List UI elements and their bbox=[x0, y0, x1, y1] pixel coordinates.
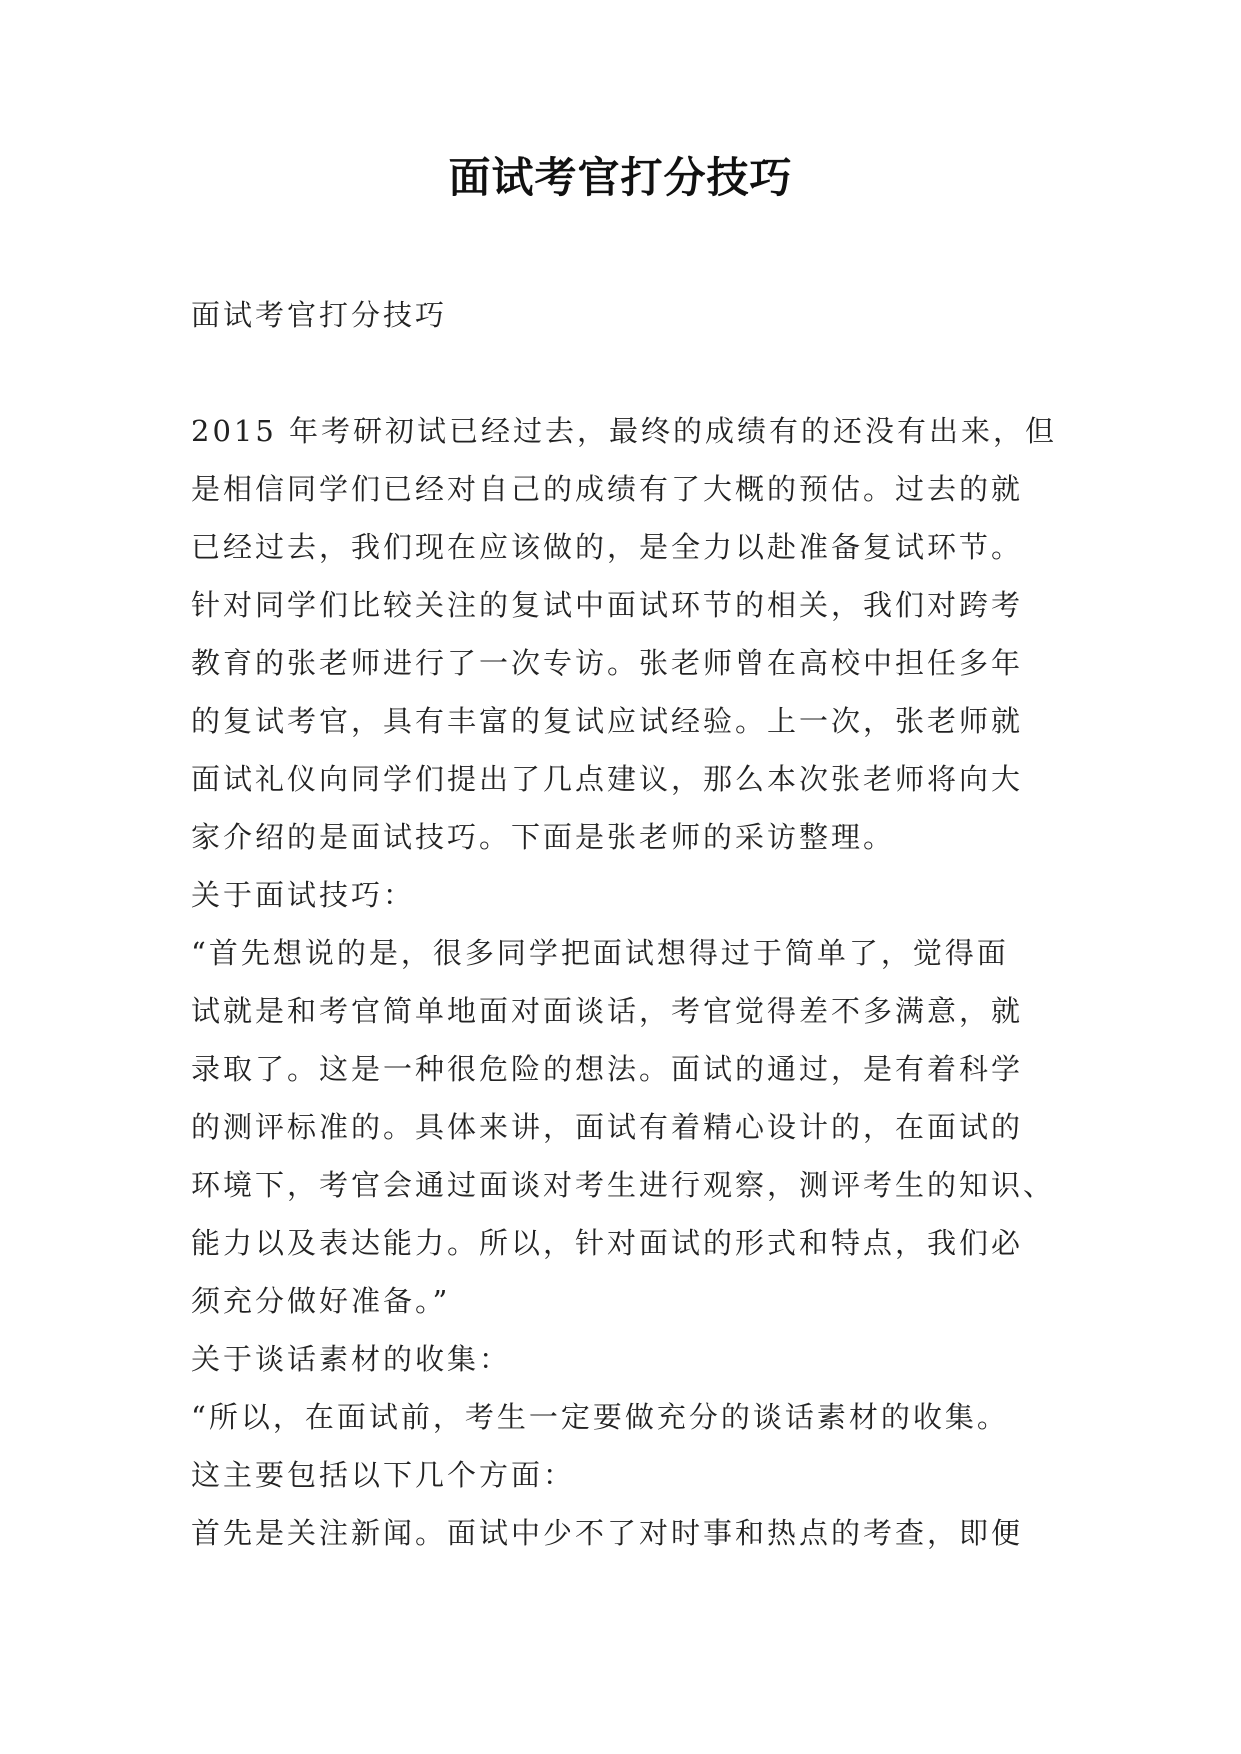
text-line: 能力以及表达能力。所以，针对面试的形式和特点，我们必 bbox=[191, 1226, 1024, 1260]
text-line: 2015 年考研初试已经过去，最终的成绩有的还没有出来，但 bbox=[191, 414, 1058, 448]
text-line: “所以，在面试前，考生一定要做充分的谈话素材的收集。 bbox=[191, 1400, 1009, 1434]
text-line: 家介绍的是面试技巧。下面是张老师的采访整理。 bbox=[191, 820, 896, 854]
text-line: 针对同学们比较关注的复试中面试环节的相关，我们对跨考 bbox=[191, 588, 1024, 622]
text-line: 试就是和考官简单地面对面谈话，考官觉得差不多满意，就 bbox=[191, 994, 1024, 1028]
text-line: 环境下，考官会通过面谈对考生进行观察，测评考生的知识、 bbox=[191, 1168, 1056, 1202]
text-line: 关于谈话素材的收集： bbox=[191, 1342, 512, 1376]
section-heading: 面试考官打分技巧 bbox=[191, 298, 448, 332]
text-line: 关于面试技巧： bbox=[191, 878, 416, 912]
text-line: 须充分做好准备。” bbox=[191, 1284, 451, 1318]
text-line: 录取了。这是一种很危险的想法。面试的通过，是有着科学 bbox=[191, 1052, 1024, 1086]
text-line: 这主要包括以下几个方面： bbox=[191, 1458, 576, 1492]
text-line: 的测评标准的。具体来讲，面试有着精心设计的，在面试的 bbox=[191, 1110, 1024, 1144]
text-line: 教育的张老师进行了一次专访。张老师曾在高校中担任多年 bbox=[191, 646, 1024, 680]
text-line: 已经过去，我们现在应该做的，是全力以赴准备复试环节。 bbox=[191, 530, 1024, 564]
text-line: 是相信同学们已经对自己的成绩有了大概的预估。过去的就 bbox=[191, 472, 1024, 506]
text-line: 首先是关注新闻。面试中少不了对时事和热点的考查，即便 bbox=[191, 1516, 1024, 1550]
text-line: 的复试考官，具有丰富的复试应试经验。上一次，张老师就 bbox=[191, 704, 1024, 738]
document-title: 面试考官打分技巧 bbox=[448, 153, 793, 202]
paragraph-gap bbox=[191, 344, 1071, 402]
document-body bbox=[191, 286, 1071, 1562]
text-line: “首先想说的是，很多同学把面试想得过于简单了，觉得面 bbox=[191, 936, 1009, 970]
text-line: 面试礼仪向同学们提出了几点建议，那么本次张老师将向大 bbox=[191, 762, 1024, 796]
